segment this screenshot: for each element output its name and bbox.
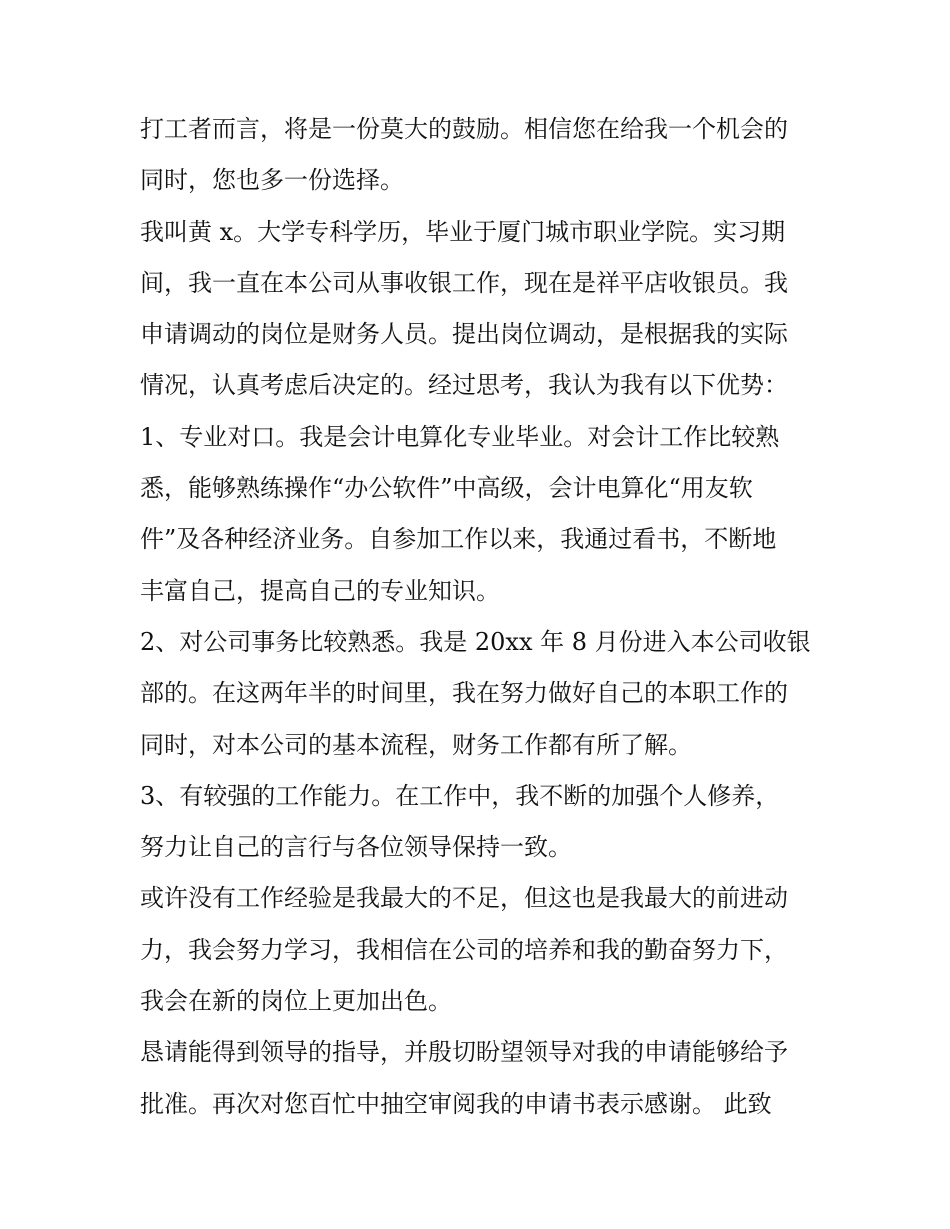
text-line: 间，我一直在本公司从事收银工作，现在是祥平店收银员。我 xyxy=(140,268,788,297)
text-line: 1、专业对口。我是会计电算化专业毕业。对会计工作比较熟 xyxy=(140,422,780,451)
document-body xyxy=(140,104,830,1130)
text-line: 丰富自己，提高自己的专业知识。 xyxy=(140,576,500,605)
text-line: 我会在新的岗位上更加出色。 xyxy=(140,987,452,1016)
text-line: 情况，认真考虑后决定的。经过思考，我认为我有以下优势： xyxy=(140,371,788,400)
text-line: 同时，对本公司的基本流程，财务工作都有所了解。 xyxy=(140,730,692,759)
text-line: 悉，能够熟练操作“办公软件”中高级，会计电算化“用友软 xyxy=(140,474,753,503)
text-line: 同时，您也多一份选择。 xyxy=(140,166,404,195)
text-line: 努力让自己的言行与各位领导保持一致。 xyxy=(140,833,572,862)
text-line: 申请调动的岗位是财务人员。提出岗位调动，是根据我的实际 xyxy=(140,320,788,349)
text-line: 部的。在这两年半的时间里，我在努力做好自己的本职工作的 xyxy=(140,679,788,708)
text-line: 恳请能得到领导的指导，并殷切盼望领导对我的申请能够给予 xyxy=(140,1038,788,1067)
text-line: 2、对公司事务比较熟悉。我是 20xx 年 8 月份进入本公司收银 xyxy=(140,627,811,656)
text-line: 3、有较强的工作能力。在工作中，我不断的加强个人修养， xyxy=(140,781,780,810)
text-line: 件”及各种经济业务。自参加工作以来，我通过看书，不断地 xyxy=(140,525,777,554)
text-line: 批准。再次对您百忙中抽空审阅我的申请书表示感谢。 此致 xyxy=(140,1089,772,1118)
text-line: 我叫黄 x。大学专科学历，毕业于厦门城市职业学院。实习期 xyxy=(140,217,786,246)
text-line: 力，我会努力学习，我相信在公司的培养和我的勤奋努力下， xyxy=(140,935,788,964)
text-line: 打工者而言，将是一份莫大的鼓励。相信您在给我一个机会的 xyxy=(140,115,788,143)
text-line: 或许没有工作经验是我最大的不足，但这也是我最大的前进动 xyxy=(140,884,788,913)
